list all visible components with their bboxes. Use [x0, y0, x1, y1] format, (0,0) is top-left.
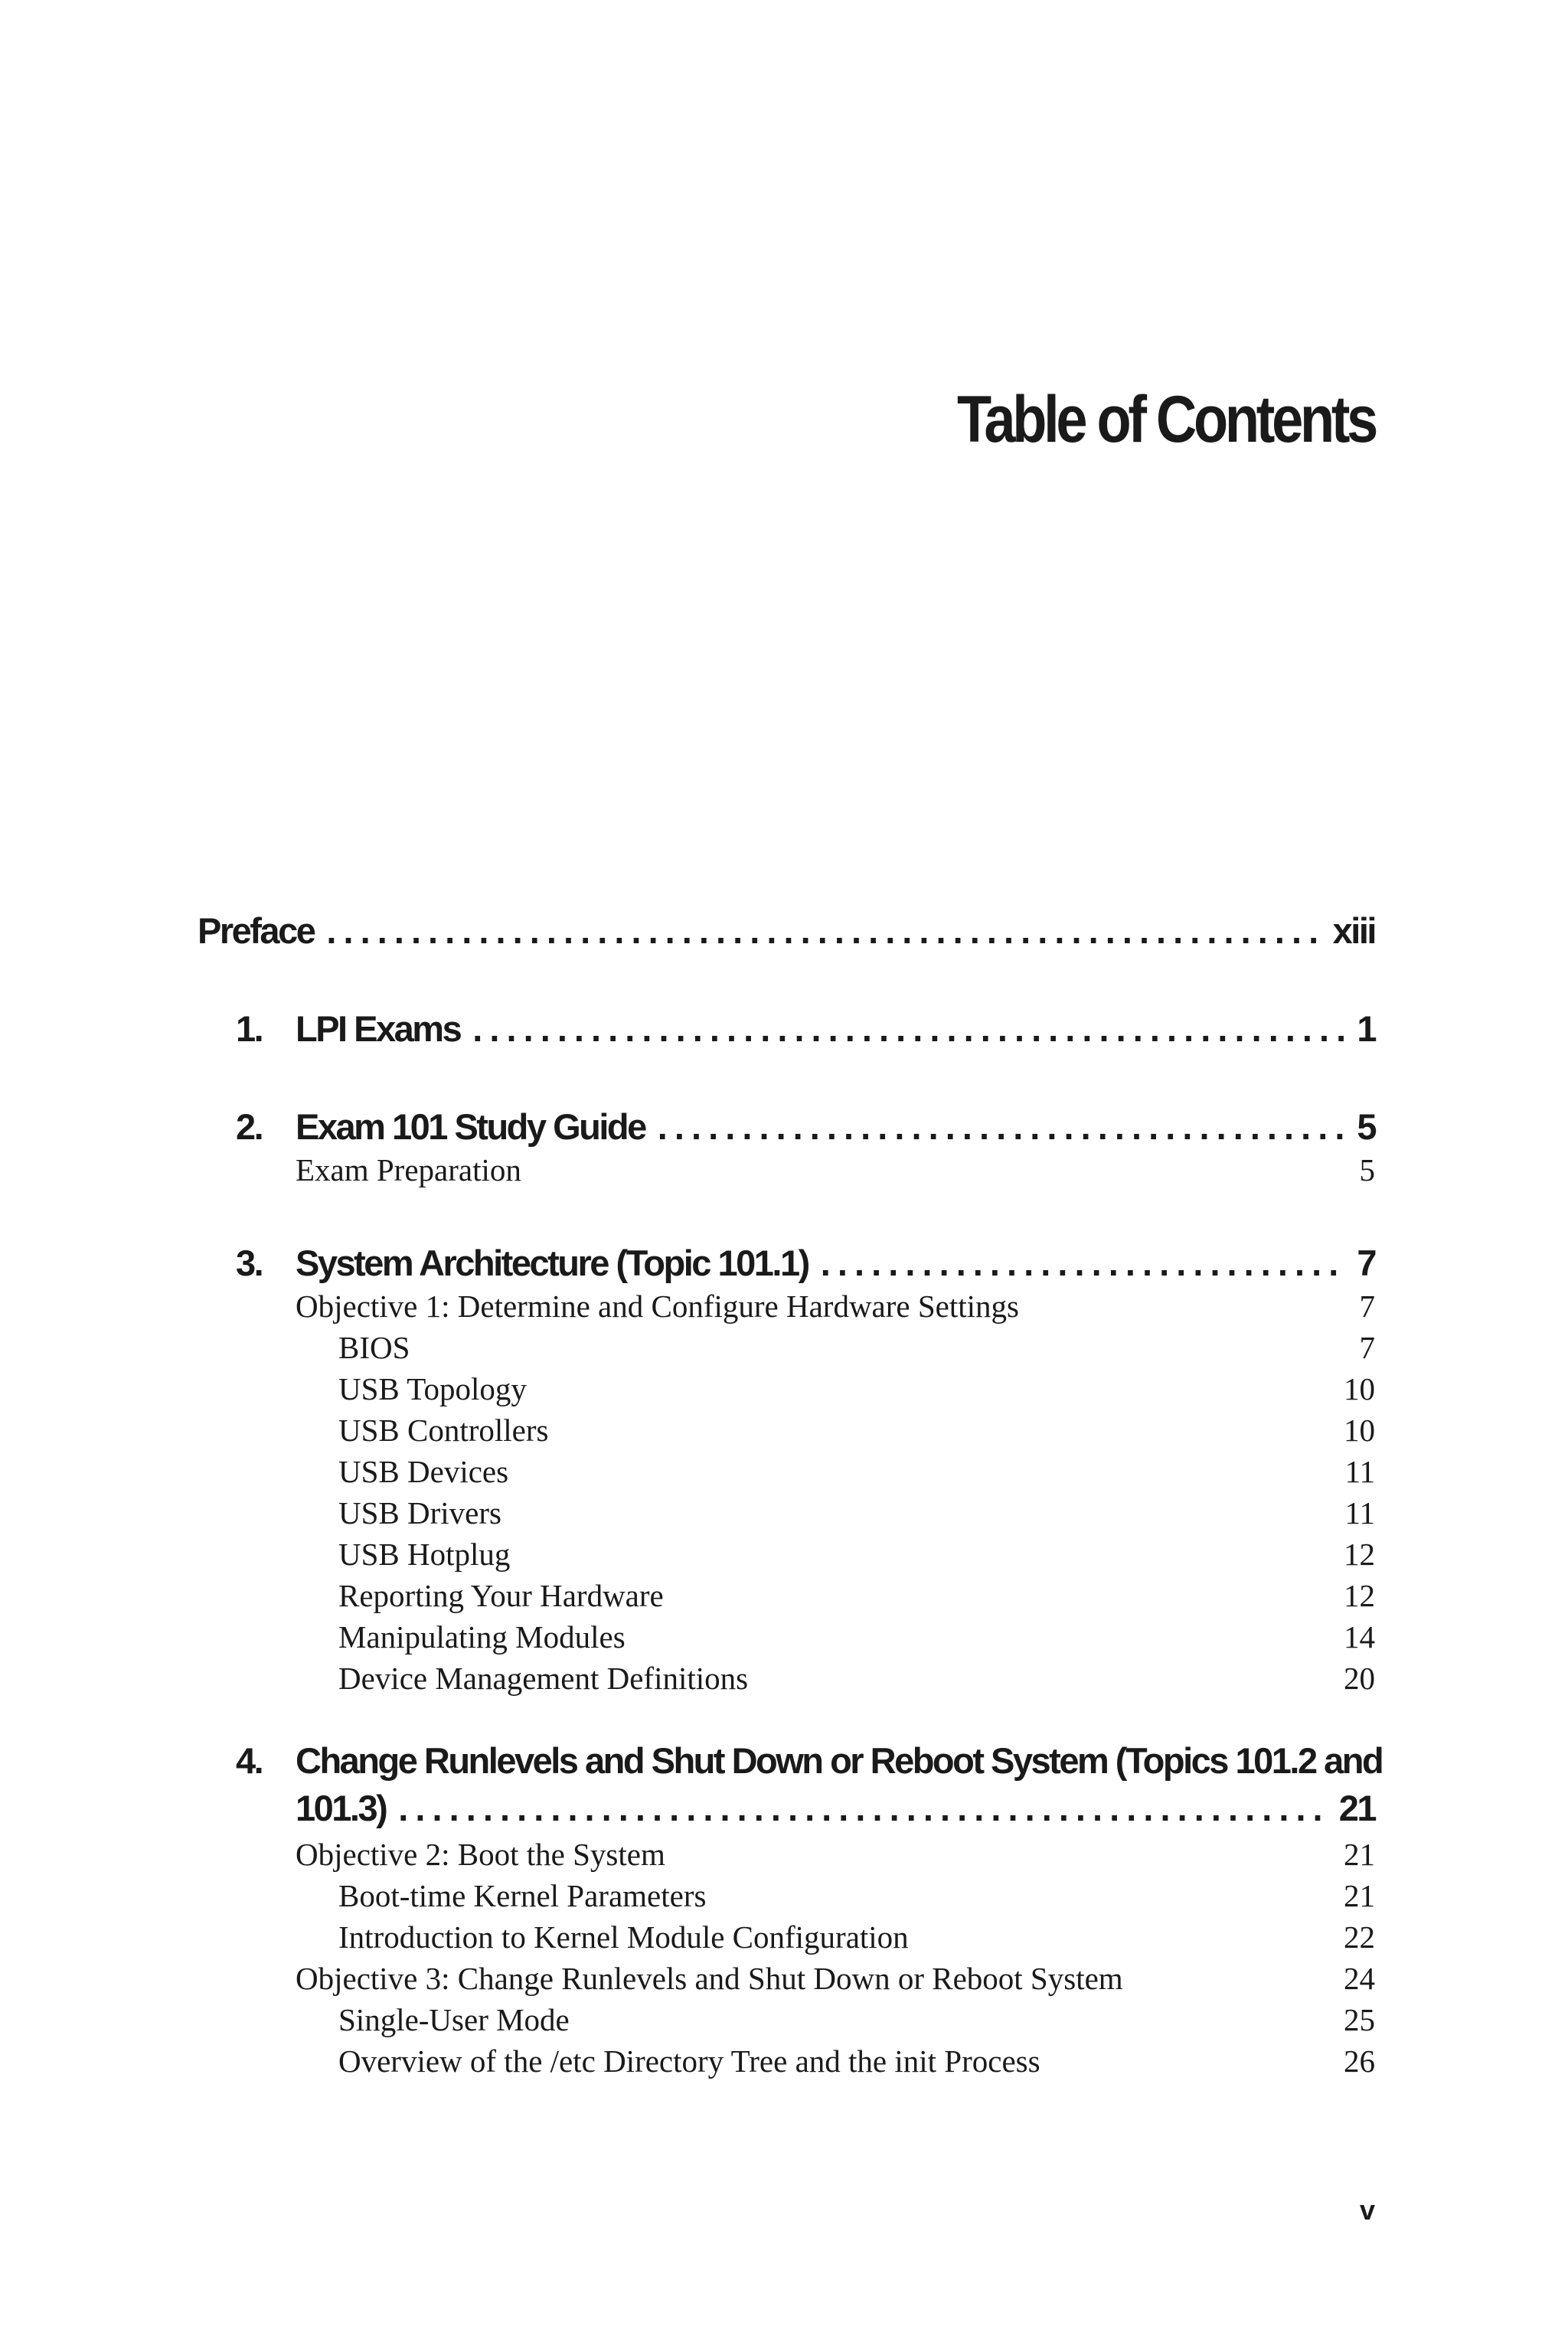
- toc-subsection[interactable]: [338, 1329, 1375, 1366]
- toc-section-page: 12: [1344, 1578, 1375, 1613]
- toc-chapter-4[interactable]: [296, 1787, 1375, 1829]
- toc-section-title: BIOS: [338, 1330, 410, 1365]
- toc-subsection[interactable]: [338, 2001, 1375, 2038]
- toc-section[interactable]: [296, 1960, 1375, 1997]
- toc-section-title: USB Topology: [338, 1371, 527, 1406]
- toc-section-title: USB Devices: [338, 1454, 509, 1489]
- toc-entry-title: Exam 101 Study Guide: [296, 1106, 645, 1147]
- toc-section-title: Device Management Definitions: [338, 1661, 749, 1696]
- toc-section-page: 26: [1344, 2043, 1375, 2079]
- page-title: Table of Contents: [957, 383, 1375, 456]
- toc-subsection[interactable]: [338, 1877, 1375, 1914]
- dot-leader: [472, 1008, 1346, 1050]
- toc-section-page: 11: [1344, 1454, 1375, 1489]
- toc-subsection[interactable]: [338, 1577, 1375, 1614]
- toc-section-page: 7: [1359, 1289, 1375, 1324]
- toc-section-page: 14: [1344, 1619, 1375, 1655]
- toc-subsection[interactable]: [338, 1619, 1375, 1655]
- toc-entry-title: 101.3): [296, 1788, 387, 1828]
- toc-section-title: Reporting Your Hardware: [338, 1578, 664, 1613]
- toc-chapter-4-title-line1[interactable]: Change Runlevels and Shut Down or Reboot System (Topics 101.2 and: [296, 1740, 1383, 1781]
- toc-subsection[interactable]: [338, 2043, 1375, 2079]
- toc-subsection[interactable]: [338, 1494, 1375, 1531]
- toc-section-title: Objective 3: Change Runlevels and Shut Down or Reboot System: [296, 1961, 1123, 1996]
- page-number: v: [1359, 2194, 1375, 2226]
- toc-subsection[interactable]: [338, 1453, 1375, 1490]
- toc-section-page: 5: [1359, 1152, 1375, 1187]
- toc-section-title: Objective 1: Determine and Configure Hardware Settings: [296, 1289, 1019, 1324]
- toc-chapter-1[interactable]: [236, 1008, 1375, 1050]
- toc-section-page: 12: [1344, 1537, 1375, 1572]
- toc-section-page: 10: [1344, 1371, 1375, 1406]
- dot-leader: [821, 1242, 1347, 1284]
- chapter-number: 3.: [236, 1243, 263, 1283]
- toc-entry-page: 7: [1357, 1243, 1375, 1283]
- toc-section-page: 24: [1344, 1961, 1375, 1996]
- toc-entry-title: LPI Exams: [296, 1008, 461, 1049]
- toc-section-title: USB Hotplug: [338, 1537, 511, 1572]
- toc-section-title: Manipulating Modules: [338, 1619, 626, 1655]
- toc-entry-page: 1: [1357, 1008, 1375, 1049]
- toc-subsection[interactable]: [338, 1370, 1375, 1407]
- toc-subsection[interactable]: [338, 1536, 1375, 1573]
- toc-section-title: Exam Preparation: [296, 1152, 521, 1187]
- toc-section-title: Introduction to Kernel Module Configuration: [338, 1919, 909, 1955]
- toc-section-page: 20: [1344, 1661, 1375, 1696]
- toc-entry-page: 21: [1338, 1788, 1375, 1828]
- toc-subsection[interactable]: [338, 1919, 1375, 1955]
- toc-section-title: Boot-time Kernel Parameters: [338, 1878, 707, 1913]
- toc-subsection[interactable]: [338, 1412, 1375, 1449]
- toc-entry-title: Preface: [198, 910, 315, 951]
- toc-entry-page: 5: [1357, 1106, 1375, 1147]
- dot-leader: [398, 1787, 1328, 1829]
- toc-entry-preface[interactable]: [198, 910, 1375, 952]
- toc-section-title: USB Drivers: [338, 1495, 501, 1530]
- toc-section-page: 7: [1359, 1330, 1375, 1365]
- toc-subsection[interactable]: [338, 1660, 1375, 1697]
- toc-section-page: 22: [1344, 1919, 1375, 1955]
- toc-section-title: USB Controllers: [338, 1413, 549, 1448]
- toc-chapter-3[interactable]: [236, 1242, 1375, 1284]
- toc-section-page: 21: [1344, 1878, 1375, 1913]
- toc-entry-page: xiii: [1332, 910, 1375, 951]
- toc-section-page: 11: [1344, 1495, 1375, 1530]
- toc-section-page: 21: [1344, 1837, 1375, 1872]
- dot-leader: [658, 1106, 1347, 1148]
- toc-section-page: 25: [1344, 2002, 1375, 2037]
- toc-section-page: 10: [1344, 1413, 1375, 1448]
- toc-section-title: Overview of the /etc Directory Tree and the init Process: [338, 2043, 1040, 2079]
- toc-section-title: Single-User Mode: [338, 2002, 570, 2037]
- dot-leader: [326, 910, 1321, 952]
- toc-section[interactable]: [296, 1152, 1375, 1188]
- toc-section[interactable]: [296, 1836, 1375, 1873]
- chapter-number: 2.: [236, 1106, 263, 1147]
- toc-section[interactable]: [296, 1288, 1375, 1325]
- toc-entry-title: System Architecture (Topic 101.1): [296, 1243, 808, 1283]
- toc-section-title: Objective 2: Boot the System: [296, 1837, 665, 1872]
- chapter-number: 1.: [236, 1008, 263, 1049]
- chapter-number: 4.: [236, 1740, 263, 1781]
- toc-chapter-2[interactable]: [236, 1106, 1375, 1148]
